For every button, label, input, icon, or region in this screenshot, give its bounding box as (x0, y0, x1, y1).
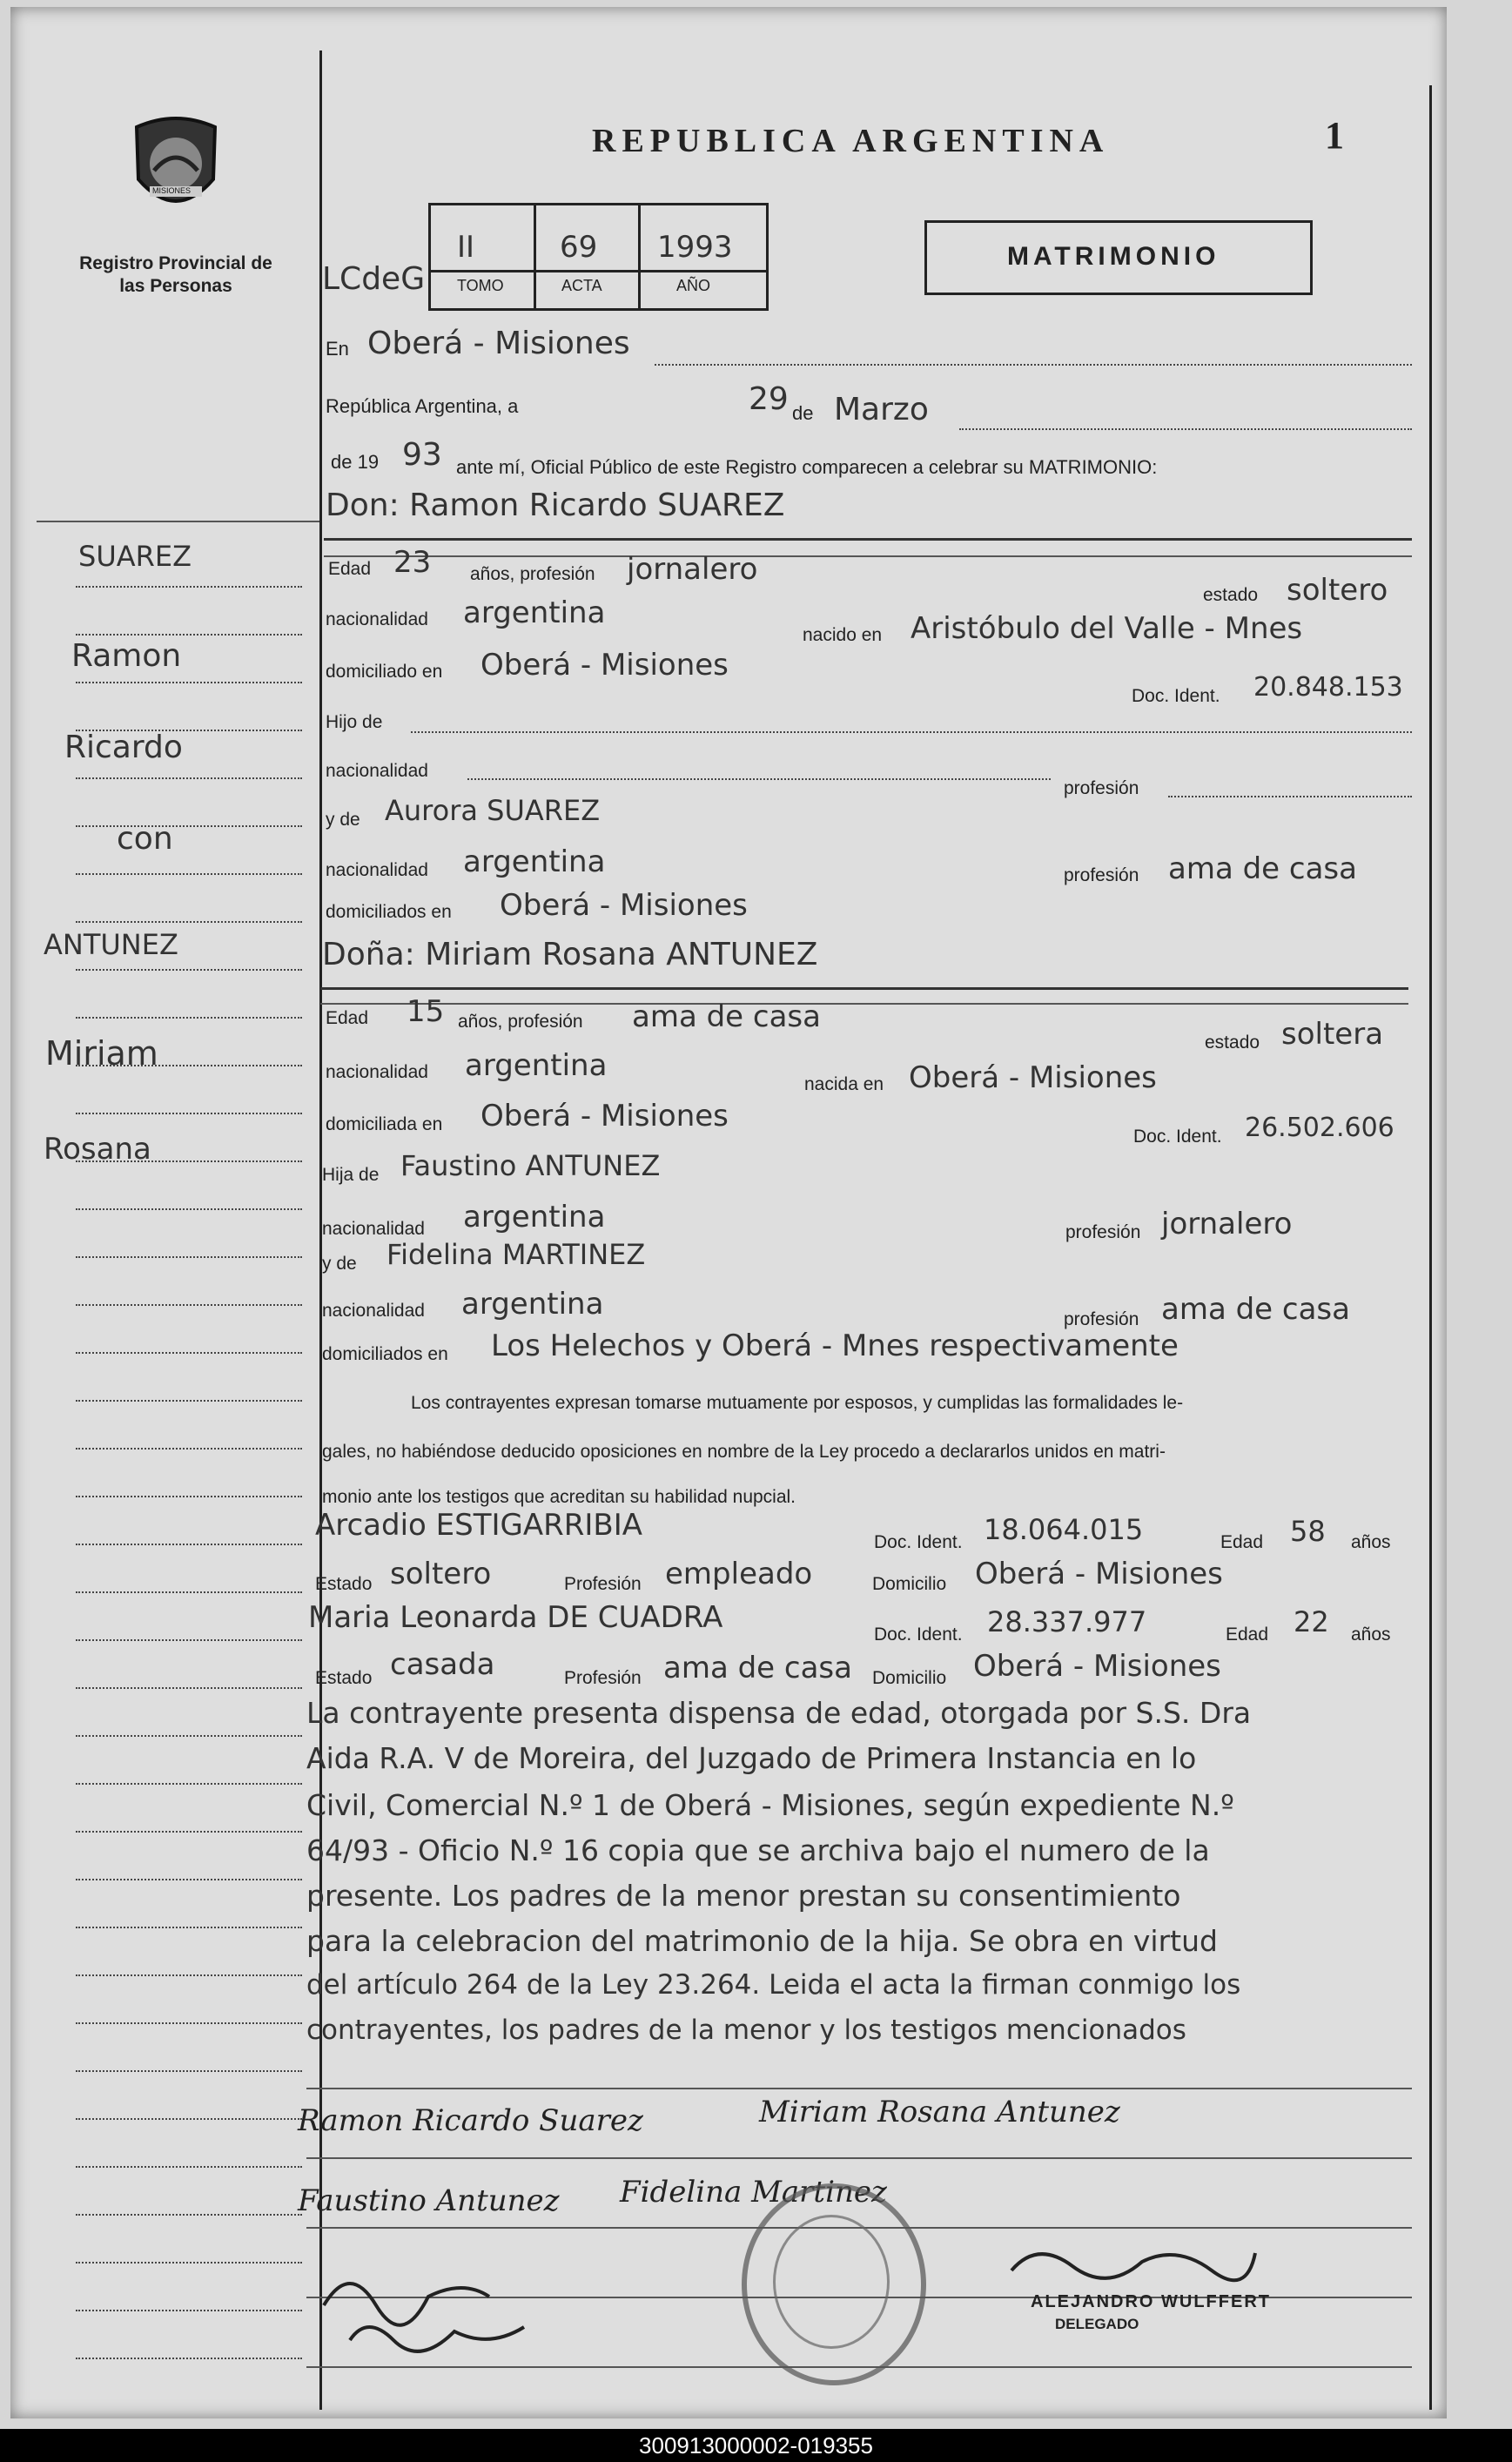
bride-yde-label: y de (322, 1254, 357, 1274)
margin-name-bride-2: Rosana (44, 1132, 151, 1167)
bride-madre-prof: ama de casa (1161, 1292, 1350, 1327)
groom-doc-label: Doc. Ident. (1132, 686, 1220, 706)
groom-heading: Don: Ramon Ricardo SUAREZ (326, 488, 785, 523)
groom-rule-2 (324, 555, 1412, 557)
officer-signature-icon (1003, 2236, 1264, 2297)
margin-dots (76, 2310, 302, 2311)
declaration-line-3: monio ante los testigos que acreditan su habilidad nupcial. (322, 1487, 796, 1507)
margin-dots (76, 1208, 302, 1210)
margin-surname-groom: SUAREZ (78, 540, 192, 573)
witness-2-edad: 22 (1294, 1605, 1329, 1638)
bride-madre-nac-label: nacionalidad (322, 1301, 425, 1321)
groom-madre-prof: ama de casa (1168, 851, 1357, 886)
year-prefix: de 19 (331, 451, 380, 473)
bride-madre-nac: argentina (461, 1287, 604, 1322)
registry-name: Registro Provincial de las Personas (79, 253, 272, 296)
margin-dots (76, 2070, 302, 2072)
groom-anios-prof-label: años, profesión (470, 564, 595, 584)
country-title: REPUBLICA ARGENTINA (592, 123, 1110, 159)
scan-id-footer: 300913000002-019355 (0, 2429, 1512, 2462)
bride-heading: Doña: Miriam Rosana ANTUNEZ (322, 937, 818, 972)
register-page (10, 7, 1447, 2418)
witness-1-profesion: empleado (665, 1557, 813, 1591)
margin-dots (76, 2214, 302, 2216)
margin-dots (76, 1352, 302, 1354)
witness-1-prof-label: Profesión (564, 1574, 642, 1594)
margin-dots (76, 634, 302, 636)
bride-domicilio: Oberá - Misiones (480, 1099, 729, 1133)
groom-padre-nac-label: nacionalidad (326, 761, 428, 781)
record-id-box (428, 203, 769, 311)
bride-estado: soltera (1281, 1017, 1384, 1052)
groom-madre: Aurora SUAREZ (385, 794, 601, 827)
groom-estado-label: estado (1203, 585, 1259, 605)
margin-dots (76, 1544, 302, 1545)
en-dots (655, 364, 1412, 366)
margin-dots (76, 682, 302, 683)
witness-1-estado: soltero (390, 1557, 492, 1591)
year-suffix: 93 (402, 437, 442, 473)
margin-dots (76, 1113, 302, 1114)
month-value: Marzo (834, 392, 929, 427)
de-label: de (792, 402, 814, 424)
signature-bride: Miriam Rosana Antunez (759, 2095, 1120, 2129)
margin-dots (76, 1017, 302, 1019)
groom-domicilio: Oberá - Misiones (480, 648, 729, 683)
margin-dots (76, 1831, 302, 1833)
bride-nac-label: nacionalidad (326, 1062, 428, 1082)
bride-nacida: Oberá - Misiones (909, 1060, 1157, 1095)
bride-padre-nac-label: nacionalidad (322, 1219, 425, 1239)
margin-dots (76, 1256, 302, 1258)
bride-nacionalidad: argentina (465, 1048, 608, 1083)
official-stamp-icon (742, 2183, 926, 2385)
margin-dots (76, 2022, 302, 2024)
groom-profesion: jornalero (627, 552, 758, 587)
notes-line-8: contrayentes, los padres de la menor y los testigos mencionados (306, 2015, 1186, 2046)
bride-padre-nac: argentina (463, 1200, 606, 1234)
margin-dots (76, 2166, 302, 2168)
margin-dots (76, 1879, 302, 1880)
bride-padres-dom: Los Helechos y Oberá - Mnes respectivamente (491, 1329, 1179, 1363)
margin-dots (76, 586, 302, 588)
witness-2-doc-label: Doc. Ident. (874, 1625, 963, 1645)
witness-2-profesion: ama de casa (663, 1651, 852, 1685)
groom-doc: 20.848.153 (1253, 672, 1403, 703)
margin-dots (76, 1591, 302, 1593)
groom-madre-nac: argentina (463, 844, 606, 879)
book-code: LCdeG (322, 261, 426, 297)
notes-line-7: del artículo 264 de la Ley 23.264. Leida el acta la firman conmigo los (306, 1969, 1241, 2001)
margin-dots (76, 1304, 302, 1306)
groom-hijo-label: Hijo de (326, 712, 383, 732)
bride-madre-prof-label: profesión (1064, 1309, 1139, 1329)
margin-dots (76, 1927, 302, 1928)
groom-yde-label: y de (326, 810, 360, 830)
bride-padres-dom-label: domiciliados en (322, 1344, 448, 1364)
witness-1-edad-label: Edad (1220, 1532, 1264, 1552)
tomo-label: TOMO (457, 277, 504, 294)
witness-1-edad: 58 (1290, 1515, 1326, 1548)
signature-rule (306, 2157, 1412, 2159)
margin-dots (76, 825, 302, 827)
groom-dom-label: domiciliado en (326, 662, 443, 682)
officer-title: DELEGADO (1055, 2316, 1139, 2332)
bride-dom-label: domiciliada en (326, 1114, 443, 1134)
margin-dots (76, 2358, 302, 2359)
anio-value: 1993 (657, 230, 733, 265)
witness-2-estado: casada (390, 1647, 495, 1682)
bride-doc: 26.502.606 (1245, 1113, 1394, 1143)
bride-rule (320, 987, 1408, 990)
witness-2-edad-label: Edad (1226, 1625, 1269, 1645)
right-rule (1429, 85, 1432, 2410)
witness-2-doc: 28.337.977 (987, 1605, 1147, 1638)
groom-madre-prof-label: profesión (1064, 865, 1139, 885)
notes-line-4: 64/93 - Oficio N.º 16 copia que se archiva bajo el numero de la (306, 1833, 1210, 1867)
signature-bride-father: Faustino Antunez (298, 2183, 560, 2218)
bride-estado-label: estado (1205, 1033, 1260, 1053)
bride-padre: Faustino ANTUNEZ (400, 1149, 661, 1182)
signature-bride-mother: Fidelina Martinez (620, 2175, 887, 2210)
margin-dots (76, 1735, 302, 1737)
statement: ante mí, Oficial Público de este Registro comparecen a celebrar su MATRIMONIO: (456, 456, 1158, 478)
bride-edad-label: Edad (326, 1008, 369, 1028)
bride-madre: Fidelina MARTINEZ (386, 1238, 646, 1271)
margin-dots (76, 1974, 302, 1976)
margin-dots (76, 777, 302, 779)
witness-1-anios-label: años (1351, 1532, 1391, 1552)
groom-madre-nac-label: nacionalidad (326, 860, 428, 880)
declaration-line-2: gales, no habiéndose deducido oposiciones en nombre de la Ley procedo a declararlos unidos en matri- (322, 1442, 1166, 1462)
bride-padre-prof: jornalero (1161, 1207, 1293, 1241)
witness-2-anios-label: años (1351, 1625, 1391, 1645)
signature-groom: Ramon Ricardo Suarez (298, 2103, 643, 2138)
groom-padre-prof-label: profesión (1064, 778, 1139, 798)
margin-rule-top (37, 521, 319, 522)
groom-nacido-label: nacido en (803, 625, 883, 645)
month-dots (959, 428, 1412, 430)
margin-surname-bride: ANTUNEZ (44, 928, 178, 961)
page-number: 1 (1325, 114, 1344, 157)
groom-padre-prof-dots (1168, 796, 1412, 797)
witness-1-name: Arcadio ESTIGARRIBIA (315, 1508, 643, 1543)
bride-edad: 15 (407, 994, 445, 1029)
bride-padre-prof-label: profesión (1065, 1222, 1141, 1242)
declaration-line-1: Los contrayentes expresan tomarse mutuamente por esposos, y cumplidas las formalidades le- (411, 1393, 1184, 1413)
margin-name-bride-1: Miriam (45, 1034, 158, 1073)
margin-dots (76, 1400, 302, 1402)
margin-dots (76, 1639, 302, 1641)
witness-1-estado-label: Estado (315, 1574, 373, 1594)
groom-padre-nac-dots (467, 778, 1051, 780)
provincial-seal-icon (119, 110, 232, 223)
bride-doc-label: Doc. Ident. (1133, 1127, 1222, 1147)
margin-dots (76, 921, 302, 923)
margin-dots (76, 1496, 302, 1497)
margin-dots (76, 2262, 302, 2264)
bride-hija-label: Hija de (322, 1165, 380, 1185)
day-value: 29 (749, 381, 789, 417)
acta-value: 69 (560, 230, 598, 265)
signature-rule (306, 2088, 1412, 2089)
groom-nacido: Aristóbulo del Valle - Mnes (911, 611, 1303, 646)
groom-nac-label: nacionalidad (326, 609, 428, 629)
witness-2-name: Maria Leonarda DE CUADRA (308, 1600, 723, 1635)
groom-edad-label: Edad (328, 559, 372, 579)
witness-signatures (315, 2244, 663, 2375)
margin-dots (76, 873, 302, 875)
margin-dots (76, 1687, 302, 1689)
margin-name-groom-2: Ricardo (64, 730, 183, 765)
margin-dots (76, 1448, 302, 1450)
doc-type-label: MATRIMONIO (1007, 242, 1220, 271)
margin-dots (76, 969, 302, 971)
notes-line-5: presente. Los padres de la menor prestan su consentimiento (306, 1879, 1181, 1913)
doc-type-box (924, 220, 1313, 295)
groom-padre-dots (411, 731, 1412, 733)
anio-label: AÑO (676, 277, 711, 294)
notes-line-1: La contrayente presenta dispensa de edad, otorgada por S.S. Dra (306, 1696, 1252, 1730)
notes-line-3: Civil, Comercial N.º 1 de Oberá - Misiones, según expediente N.º (306, 1788, 1234, 1822)
bride-anios-prof-label: años, profesión (458, 1012, 583, 1032)
groom-rule (324, 538, 1412, 541)
witness-2-prof-label: Profesión (564, 1668, 642, 1688)
en-value: Oberá - Misiones (367, 326, 630, 361)
witness-1-dom-label: Domicilio (872, 1574, 947, 1594)
seal-label: MISIONES (152, 186, 192, 195)
witness-1-doc: 18.064.015 (984, 1513, 1144, 1546)
witness-2-dom-label: Domicilio (872, 1668, 947, 1688)
witness-2-domicilio: Oberá - Misiones (973, 1649, 1221, 1684)
en-label: En (326, 338, 349, 360)
margin-con: con (117, 821, 173, 857)
margin-dots (76, 1783, 302, 1785)
witness-1-doc-label: Doc. Ident. (874, 1532, 963, 1552)
officer-name: ALEJANDRO WULFFERT (1031, 2292, 1271, 2311)
margin-name-groom-1: Ramon (71, 638, 182, 674)
groom-estado: soltero (1287, 573, 1388, 608)
bride-rule-2 (320, 1003, 1408, 1005)
margin-dots (76, 2118, 302, 2120)
republica-label: República Argentina, a (326, 395, 519, 417)
witness-1-domicilio: Oberá - Misiones (975, 1557, 1223, 1591)
bride-nacida-label: nacida en (804, 1074, 884, 1094)
groom-edad: 23 (393, 545, 432, 580)
notes-line-6: para la celebracion del matrimonio de la hija. Se obra en virtud (306, 1924, 1218, 1958)
acta-label: ACTA (561, 277, 602, 294)
tomo-value: II (457, 230, 475, 265)
bride-profesion: ama de casa (632, 999, 821, 1034)
witness-2-estado-label: Estado (315, 1668, 373, 1688)
notes-line-2: Aida R.A. V de Moreira, del Juzgado de Primera Instancia en lo (306, 1741, 1197, 1775)
groom-nacionalidad: argentina (463, 595, 606, 630)
groom-padres-dom: Oberá - Misiones (500, 888, 748, 923)
groom-padres-dom-label: domiciliados en (326, 902, 452, 922)
